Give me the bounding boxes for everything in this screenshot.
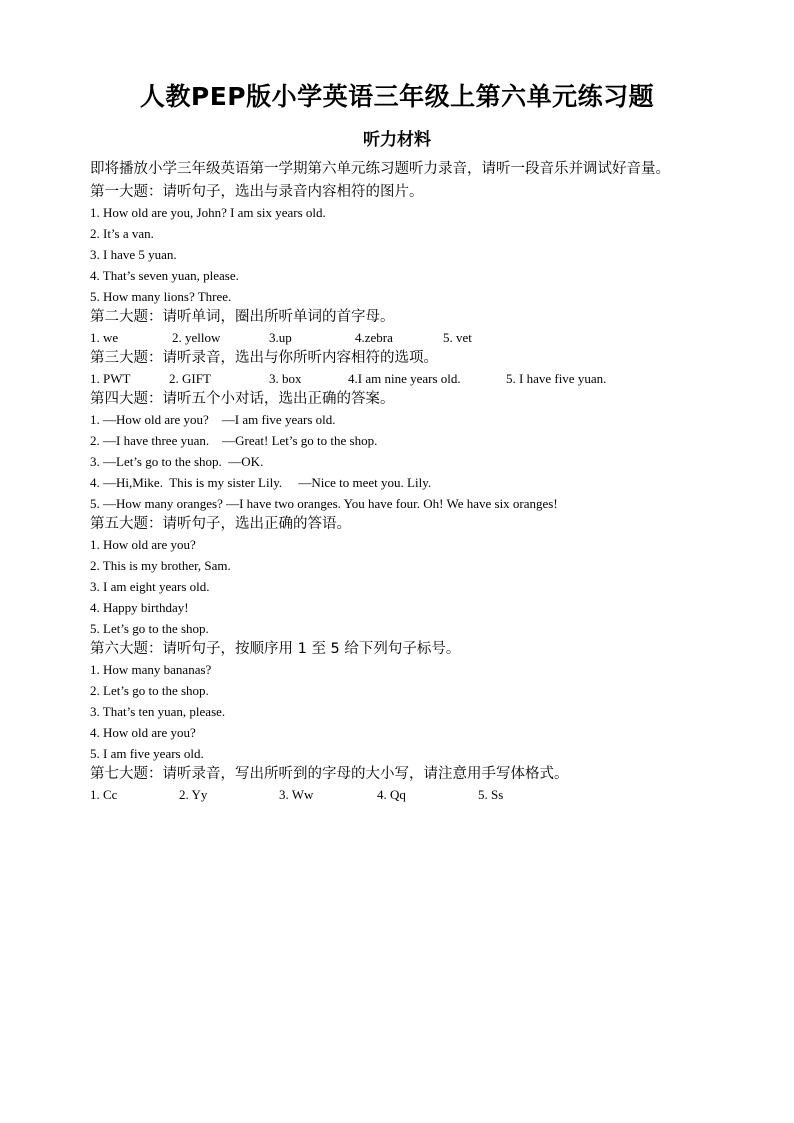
page-subtitle: 听力材料 [363,130,431,150]
section-7-row [90,784,710,805]
section-1-item: 2. It’s a van. [90,226,154,241]
section-1-item: 4. That’s seven yuan, please. [90,268,239,283]
section-5-item: 4. Happy birthday! [90,600,189,615]
section-1-heading: 第一大题：请听句子，选出与录音内容相符的图片。 [90,184,424,200]
section-4-item: 2. —I have three yuan. —Great! Let’s go to the shop. [90,433,378,448]
section-7-heading: 第七大题：请听录音，写出所听到的字母的大小写，请注意用手写体格式。 [90,766,569,782]
section-4-item: 3. —Let’s go to the shop. —OK. [90,454,264,469]
section-2-item: 4.zebra [355,330,393,345]
section-7-item: 5. Ss [478,787,504,802]
section-3-item: 4.I am nine years old. [348,371,461,386]
section-5-item: 2. This is my brother, Sam. [90,558,231,573]
section-2-item: 2. yellow [172,330,221,345]
section-3-heading: 第三大题：请听录音，选出与你所听内容相符的选项。 [90,350,438,366]
section-5-heading: 第五大题：请听句子，选出正确的答语。 [90,516,351,532]
section-2-item: 3.up [269,330,292,345]
section-7-item: 2. Yy [179,787,208,802]
section-5-item: 5. Let’s go to the shop. [90,621,209,636]
section-2-item: 5. vet [443,330,472,345]
section-6-heading: 第六大题：请听句子，按顺序用 1 至 5 给下列句子标号。 [90,641,461,657]
section-5-item: 3. I am eight years old. [90,579,210,594]
section-2-heading: 第二大题：请听单词，圈出所听单词的首字母。 [90,309,395,325]
section-3-row [90,368,710,389]
section-1-item: 1. How old are you, John? I am six years old. [90,205,326,220]
intro-paragraph: 即将播放小学三年级英语第一学期第六单元练习题听力录音，请听一段音乐并调试好音量。 [90,161,670,177]
section-4-item: 4. —Hi,Mike. This is my sister Lily. —Nice to meet you. Lily. [90,475,432,490]
page-title: 人教PEP版小学英语三年级上第六单元练习题 [139,82,655,111]
section-4-heading: 第四大题：请听五个小对话，选出正确的答案。 [90,391,395,407]
section-7-item: 3. Ww [279,787,314,802]
section-7-item: 1. Cc [90,787,118,802]
section-3-item: 2. GIFT [169,371,211,386]
section-2-row [90,327,710,348]
document-content [90,158,710,805]
section-4-item: 5. —How many oranges? —I have two oranges. You have four. Oh! We have six oranges! [90,496,558,511]
section-1-item: 3. I have 5 yuan. [90,247,177,262]
section-6-item: 3. That’s ten yuan, please. [90,704,226,719]
section-3-item: 3. box [269,371,302,386]
section-2-item: 1. we [90,330,119,345]
section-1-item: 5. How many lions? Three. [90,289,232,304]
section-3-item: 1. PWT [90,371,131,386]
section-4-item: 1. —How old are you? —I am five years old. [90,412,336,427]
section-6-item: 5. I am five years old. [90,746,204,761]
section-6-item: 2. Let’s go to the shop. [90,683,209,698]
section-6-item: 4. How old are you? [90,725,196,740]
section-6-item: 1. How many bananas? [90,662,212,677]
section-3-item: 5. I have five yuan. [506,371,607,386]
section-7-item: 4. Qq [377,787,406,802]
section-5-item: 1. How old are you? [90,537,196,552]
